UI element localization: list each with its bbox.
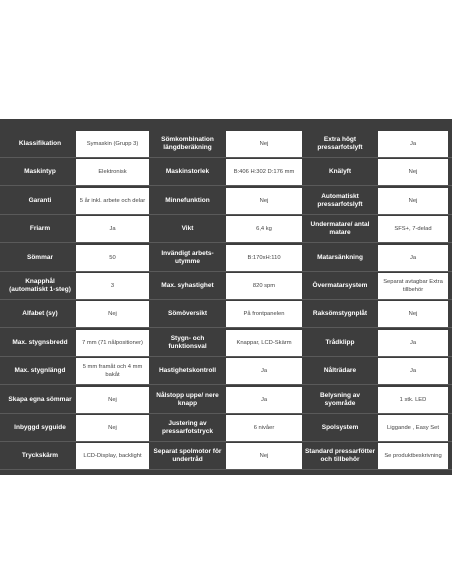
spec-label: Justering av pressarfotstryck — [162, 420, 213, 435]
spec-label: Max. syhastighet — [161, 282, 214, 289]
spec-label: Extra högt pressarfotslyft — [317, 136, 363, 151]
spec-label: Invändigt arbets-utymme — [161, 249, 214, 265]
spec-label: Knapphål (automatiskt 1-steg) — [9, 278, 71, 293]
spec-label: Matarsänkning — [317, 253, 363, 261]
spec-value: Ja — [226, 387, 302, 413]
spec-label: Raksömstygnplåt — [312, 310, 368, 318]
spec-label: Nålstopp uppe/ nere knapp — [156, 391, 219, 407]
spec-label: Max. stygnsbredd — [12, 338, 68, 346]
spec-row — [0, 131, 452, 158]
spec-row — [0, 245, 452, 272]
spec-label: Övermatarsystem — [312, 282, 368, 289]
spec-label: Belysning av syområde — [319, 391, 361, 407]
spec-value: 7 mm (71 nålpositioner) — [76, 330, 149, 356]
spec-value: B:170xH:110 — [226, 245, 302, 271]
spec-label: Automatiskt pressarfotslyft — [317, 192, 363, 208]
spec-label: Klassifikation — [18, 140, 62, 147]
spec-row — [0, 159, 452, 186]
spec-table — [0, 119, 452, 475]
spec-value: Nej — [378, 301, 448, 327]
spec-row — [0, 216, 452, 243]
spec-label: Maskintyp — [24, 168, 56, 176]
spec-label: Nålträdare — [323, 367, 357, 375]
spec-value: 820 spm — [226, 273, 302, 299]
spec-value: Ja — [378, 131, 448, 157]
spec-value: På frontpanelen — [226, 301, 302, 327]
spec-value: 5 år inkl. arbete och delar — [76, 188, 149, 214]
spec-label: Hastighetskontroll — [158, 367, 217, 375]
spec-value: SFS+, 7-delad — [378, 216, 448, 242]
spec-value: 6,4 kg — [226, 216, 302, 242]
spec-value: Ja — [378, 245, 448, 271]
spec-value: Se produktbeskrivning — [378, 443, 448, 469]
spec-value: Liggande , Easy Set — [378, 415, 448, 441]
spec-label: Vikt — [181, 225, 194, 233]
spec-row — [0, 415, 452, 442]
spec-row — [0, 330, 452, 357]
spec-value: Ja — [378, 358, 448, 384]
spec-label: Alfabet (sy) — [22, 310, 58, 318]
spec-value: 5 mm framåt och 4 mm bakåt — [76, 358, 149, 384]
spec-value: Nej — [378, 159, 448, 185]
spec-row — [0, 301, 452, 328]
spec-label: Standard pressarfötter och tillbehör — [304, 448, 376, 464]
spec-value: Symaskin (Grupp 3) — [76, 131, 149, 157]
spec-row — [0, 188, 452, 215]
spec-label: Separat spolmotor för undertråd — [153, 448, 222, 464]
spec-label: Trådklipp — [325, 338, 355, 346]
spec-label: Max. stygnlängd — [14, 367, 66, 375]
spec-label: Tryckskärm — [21, 452, 59, 460]
spec-label: Maskinstorlek — [165, 168, 210, 176]
spec-row — [0, 273, 452, 300]
spec-value: 50 — [76, 245, 149, 271]
spec-value: Nej — [76, 415, 149, 441]
spec-label: Garanti — [28, 196, 52, 204]
spec-value: LCD-Display, backlight — [76, 443, 149, 469]
spec-value: Nej — [226, 443, 302, 469]
spec-value: Ja — [226, 358, 302, 384]
spec-label: Sömöversikt — [167, 310, 208, 318]
spec-value: Nej — [226, 188, 302, 214]
spec-row — [0, 443, 452, 470]
spec-label: Stygn- och funktionsval — [168, 334, 207, 350]
spec-value: Ja — [76, 216, 149, 242]
spec-row — [0, 387, 452, 414]
spec-value: Separat avtagbar Extra tillbehör — [378, 273, 448, 299]
spec-label: Minnefunktion — [165, 196, 210, 204]
spec-label: Inbyggd syguide — [14, 424, 66, 431]
spec-value: 6 nivåer — [226, 415, 302, 441]
spec-value: 3 — [76, 273, 149, 299]
spec-value: Nej — [76, 387, 149, 413]
spec-value: 1 stk. LED — [378, 387, 448, 413]
spec-label: Friarm — [29, 225, 51, 233]
spec-value: Knappar, LCD-Skärm — [226, 330, 302, 356]
spec-value: Ja — [378, 330, 448, 356]
spec-label: Sömkombination längdberäkning — [161, 136, 214, 151]
spec-row — [0, 358, 452, 385]
spec-value: Nej — [226, 131, 302, 157]
spec-label: Spolsystem — [321, 424, 359, 431]
spec-label: Sömmar — [26, 253, 53, 261]
spec-value: B:406 H:302 D:176 mm — [226, 159, 302, 185]
spec-value: Elektronisk — [76, 159, 149, 185]
spec-value: Nej — [378, 188, 448, 214]
spec-label: Undermatare/ antal matare — [310, 221, 370, 237]
spec-label: Knälyft — [328, 168, 352, 176]
spec-value: Nej — [76, 301, 149, 327]
spec-label: Skapa egna sömmar — [8, 395, 72, 403]
